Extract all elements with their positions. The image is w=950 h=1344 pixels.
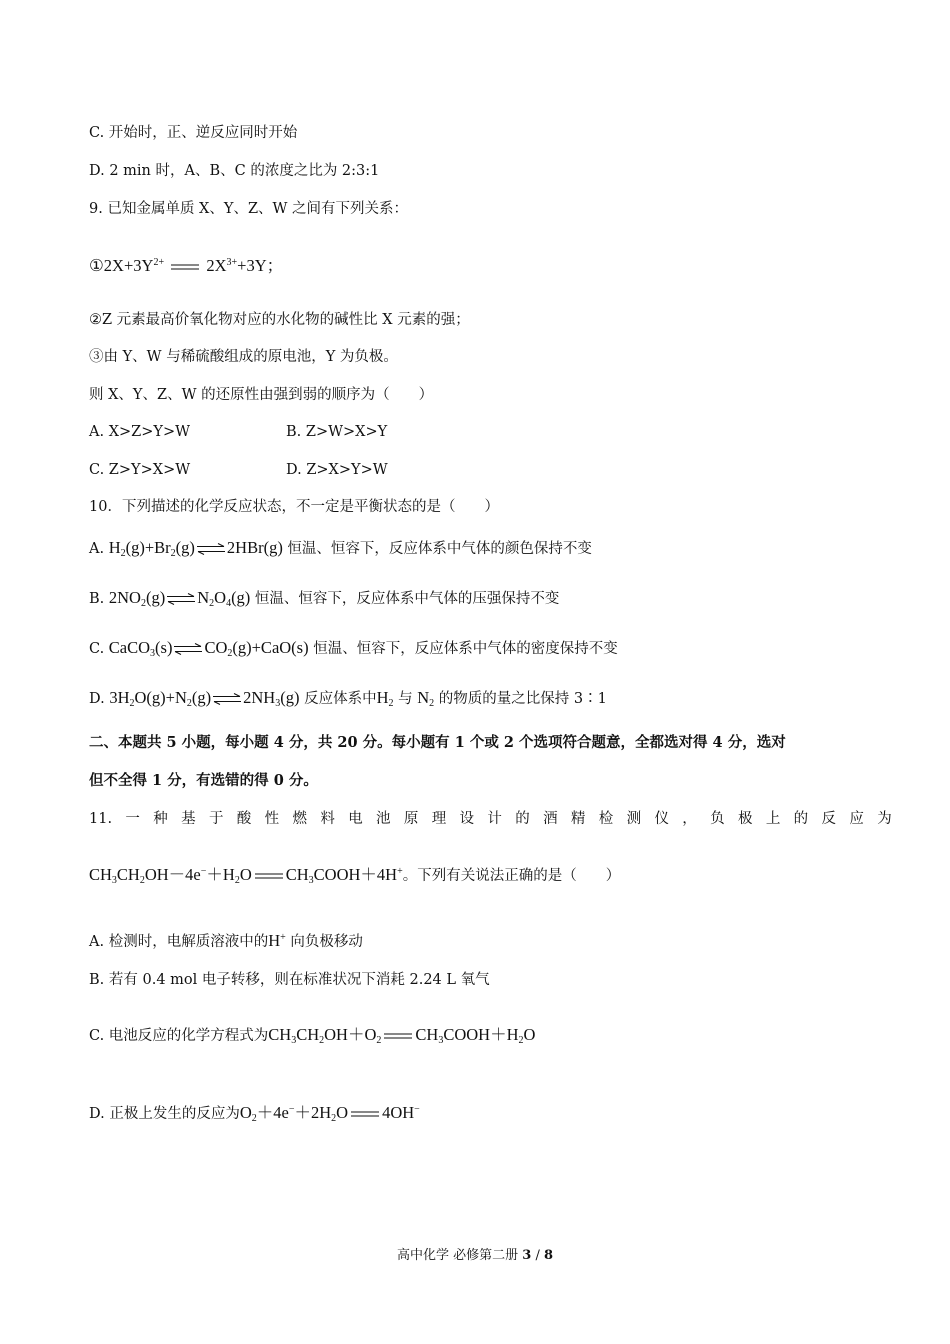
q10-d-equation: $3H_2O(g)+N_2(g)$ $2NH_3(g)$	[109, 688, 300, 709]
equals-sign-icon	[170, 263, 200, 271]
q10-d-desc3: 的物质的量之比保持 3∶1	[438, 691, 607, 707]
q10-option-c	[89, 638, 618, 664]
equilibrium-arrow-icon	[212, 693, 242, 705]
q11-equation: $CH_3CH_2OH-4e^-+H_2O$ $CH_3COOH+4H^+$	[89, 865, 403, 886]
footer-page-total: 8	[543, 1248, 554, 1263]
q10-stem: 10．下列描述的化学反应状态，不一定是平衡状态的是（ ）	[89, 499, 499, 515]
q8-option-c: C. 开始时，正、逆反应同时开始	[89, 125, 298, 141]
q11-a-text1: A. 检测时，电解质溶液中的	[89, 934, 269, 950]
q10-b-desc: 恒温、恒容下，反应体系中气体的压强保持不变	[254, 591, 560, 607]
q9-relation-1	[89, 253, 283, 276]
q11-option-a	[89, 928, 363, 952]
equals-sign-icon	[383, 1032, 413, 1040]
q11-d-text: D. 正极上发生的反应为	[89, 1106, 240, 1122]
q9-r1-left-sup: 2+	[153, 257, 165, 268]
q10-option-d	[89, 688, 607, 714]
q9-r1-left: 2X+3Y	[103, 256, 154, 275]
q11-option-b: B. 若有 0.4 mol 电子转移，则在标准状况下消耗 2.24 L 氧气	[89, 972, 490, 988]
equilibrium-arrow-icon	[196, 543, 226, 555]
q11-option-c	[89, 1025, 535, 1051]
q9-relation-3: ③由 Y、W 与稀硫酸组成的原电池，Y 为负极。	[89, 349, 398, 365]
q10-option-b	[89, 588, 559, 614]
q11-c-equation: $CH_3CH_2OH+O_2$ $CH_3COOH+H_2O$	[268, 1025, 536, 1046]
q9-relation-2: ②Z 元素最高价氧化物对应的水化物的碱性比 X 元素的强；	[89, 312, 470, 328]
q10-a-desc: 恒温、恒容下，反应体系中气体的颜色保持不变	[287, 541, 592, 557]
q9-option-b: B. Z>W>X>Y	[286, 424, 388, 440]
q10-c-equation: CaCO$_3$(s) $CO_2(g)+CaO(s)$	[108, 638, 309, 659]
q11-a-ion: H+	[268, 931, 286, 950]
q10-c-desc: 恒温、恒容下，反应体系中气体的密度保持不变	[313, 641, 618, 657]
q10-d-label: D.	[89, 691, 105, 707]
q9-r1-right: 2X	[206, 256, 227, 275]
footer-title: 高中化学 必修第二册	[396, 1248, 519, 1263]
footer-page-number: 3	[522, 1248, 532, 1263]
q10-d-desc1: 反应体系中	[304, 691, 377, 707]
section2-instructions-line1: 二、本题共 5 小题，每小题 4 分，共 20 分。每小题有 1 个或 2 个选项符合题意，全都选对得 4 分，选对	[89, 734, 786, 751]
q9-option-a: A. X>Z>Y>W	[89, 424, 191, 440]
footer-separator: /	[531, 1248, 544, 1263]
q11-d-equation: $O_2+4e^-+2H_2O$ 4OH−	[239, 1103, 420, 1124]
q9-option-c: C. Z>Y>X>W	[89, 462, 191, 478]
q9-r1-num: ①	[89, 256, 104, 275]
section2-instructions-line2: 但不全得 1 分，有选错的得 0 分。	[89, 772, 318, 789]
q9-question: 则 X、Y、Z、W 的还原性由强到弱的顺序为（ ）	[89, 387, 434, 403]
q11-a-text2: 向负极移动	[290, 934, 363, 950]
q10-a-equation: $H_2(g)+Br_2(g)$ 2HBr(g)	[108, 538, 283, 559]
page-footer	[0, 1244, 950, 1263]
q11-c-text: C. 电池反应的化学方程式为	[89, 1028, 269, 1044]
q10-option-a	[89, 538, 592, 564]
equals-sign-icon	[350, 1110, 380, 1118]
q8-option-d: D. 2 min 时，A、B、C 的浓度之比为 2:3:1	[89, 163, 380, 179]
q11-stem: 11. 一 种 基 于 酸 性 燃 料 电 池 原 理 设 计 的 酒 精 检 测 仪 ， 负 极 上 的 反 应 为	[89, 811, 892, 827]
equals-sign-icon	[254, 872, 284, 880]
q10-b-equation: $2NO_2(g)$ $N_2O_4(g)$	[108, 588, 251, 609]
q10-d-desc2: 与	[398, 691, 413, 707]
q10-b-label: B.	[89, 591, 105, 607]
q9-r1-right-sup: 3+	[226, 257, 238, 268]
q9-option-d: D. Z>X>Y>W	[286, 462, 388, 478]
q10-d-n2: $N_2$	[417, 688, 435, 709]
q10-c-label: C.	[89, 641, 105, 657]
equilibrium-arrow-icon	[173, 643, 203, 655]
q11-option-d	[89, 1100, 420, 1129]
q11-negative-electrode-equation	[89, 862, 620, 891]
q10-a-label: A.	[89, 541, 105, 557]
q10-d-h2: $H_2$	[376, 688, 394, 709]
q9-r1-right-tail: +3Y；	[237, 256, 284, 275]
q11-stem-tail: 。下列有关说法正确的是（ ）	[402, 868, 621, 884]
q9-stem: 9. 已知金属单质 X、Y、Z、W 之间有下列关系：	[89, 201, 409, 217]
equilibrium-arrow-icon	[166, 593, 196, 605]
